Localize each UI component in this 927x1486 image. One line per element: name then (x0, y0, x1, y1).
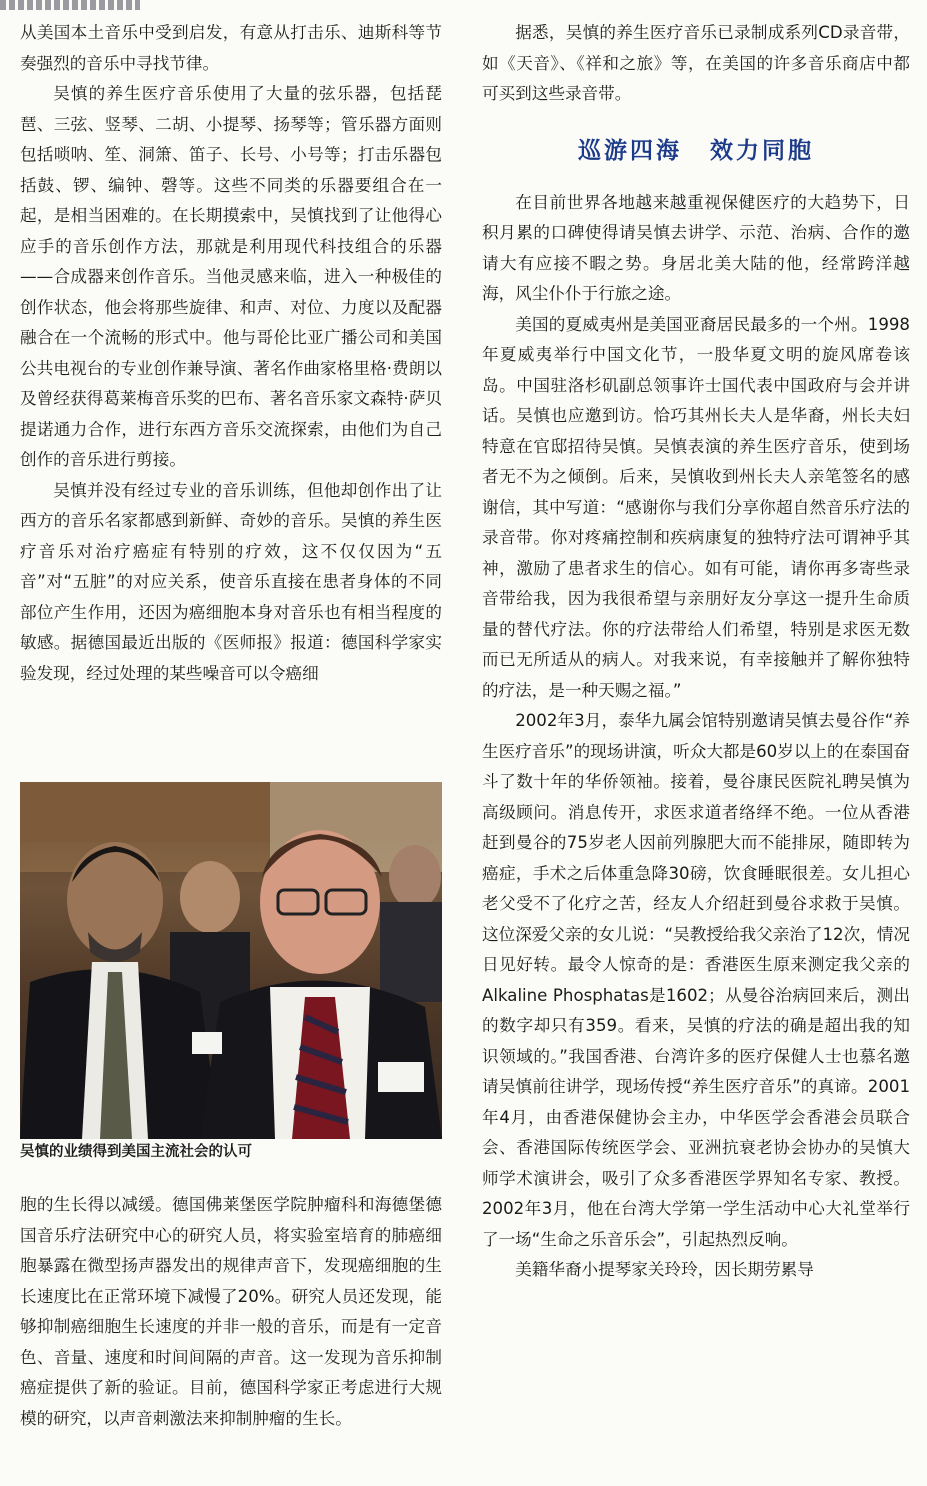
section-heading (482, 136, 910, 166)
event-photo (20, 782, 442, 1139)
left-column-bottom (20, 1190, 442, 1434)
paragraph: 据悉，吴慎的养生医疗音乐已录制成系列CD录音带，如《天音》、《祥和之旅》等，在美国的许多音乐商店中都可买到这些录音带。 (482, 23, 910, 103)
paragraph: 在目前世界各地越来越重视保健医疗的大趋势下，日积月累的口碑使得请吴慎去讲学、示范、治病、合作的邀请大有应接不暇之势。身居北美大陆的他，经常跨洋越海，风尘仆仆于行旅之途。 (482, 192, 910, 303)
right-column (482, 18, 910, 1286)
paragraph: 从美国本土音乐中受到启发，有意从打击乐、迪斯科等节奏强烈的音乐中寻找节律。 (20, 23, 442, 73)
paragraph: 美国的夏威夷州是美国亚裔居民最多的一个州。1998年夏威夷举行中国文化节，一股华夏文明的旋风席卷该岛。中国驻洛杉矶副总领事许士国代表中国政府与会并讲话。吴慎也应邀到访。恰巧其州长夫人是华裔，州长夫妇特意在官邸招待吴慎。吴慎表演的养生医疗音乐，使到场者无不为之倾倒。后来，吴慎收到州长夫人亲笔签名的感谢信，其中写道：“感谢你与我们分享你超自然音乐疗法的录音带。你对疼痛控制和疾病康复的独特疗法可谓神乎其神，激励了患者求生的信心。如有可能，请你再多寄些录音带给我，因为我很希望与亲朋好友分享这一提升生命质量的替代疗法。你的疗法带给人们希望，特别是求医无数而已无所适从的病人。对我来说，有幸接触并了解你独特的疗法，是一种天赐之福。” (482, 314, 910, 700)
paragraph: 胞的生长得以减缓。德国佛莱堡医学院肿瘤科和海德堡德国音乐疗法研究中心的研究人员，将实验室培育的肺癌细胞暴露在微型扬声器发出的规律声音下，发现癌细胞的生长速度比在正常环境下减慢了20%。研究人员还发现，能够抑制癌细胞生长速度的并非一般的音乐，而是有一定音色、音量、速度和时间间隔的声音。这一发现为音乐抑制癌症提供了新的验证。目前，德国科学家正考虑进行大规模的研究，以声音刺激法来抑制肿瘤的生长。 (20, 1195, 442, 1428)
right-column-main-text (482, 188, 910, 1286)
photo-caption: 吴慎的业绩得到美国主流社会的认可 (20, 1144, 252, 1160)
section-heading-part1: 巡游四海 (578, 137, 682, 164)
left-column-top (20, 18, 442, 689)
paragraph: 美籍华裔小提琴家关玲玲，因长期劳累导 (515, 1260, 814, 1279)
paragraph: 吴慎的养生医疗音乐使用了大量的弦乐器，包括琵琶、三弦、竖琴、二胡、小提琴、扬琴等；管乐器方面则包括唢呐、笙、洞箫、笛子、长号、小号等；打击乐器包括鼓、锣、编钟、磬等。这些不同类的乐器要组合在一起，是相当困难的。在长期摸索中，吴慎找到了让他得心应手的音乐创作方法，那就是利用现代科技组合的乐器——合成器来创作音乐。当他灵感来临，进入一种极佳的创作状态，他会将那些旋律、和声、对位、力度以及配器融合在一个流畅的形式中。他与哥伦比亚广播公司和美国公共电视台的专业创作兼导演、著名作曲家格里格·费朗以及曾经获得葛莱梅音乐奖的巴布、著名音乐家文森特·萨贝提诺通力合作，进行东西方音乐交流探索，由他们为自己创作的音乐进行剪接。 (20, 84, 442, 469)
right-column-top-text (482, 18, 910, 110)
section-heading-part2: 效力同胞 (710, 137, 814, 164)
photo-illustration (20, 782, 442, 1139)
paragraph: 2002年3月，泰华九属会馆特别邀请吴慎去曼谷作“养生医疗音乐”的现场讲演，听众大都是60岁以上的在泰国奋斗了数十年的华侨领袖。接着，曼谷康民医院礼聘吴慎为高级顾问。消息传开，求医求道者络绎不绝。一位从香港赶到曼谷的75岁老人因前列腺肥大而不能排尿，随即转为癌症，手术之后体重急降30磅，饮食睡眠很差。女儿担心老父受不了化疗之苦，经友人介绍赶到曼谷求救于吴慎。这位深爱父亲的女儿说：“吴教授给我父亲治了12次，情况日见好转。最令人惊奇的是：香港医生原来测定我父亲的Alkaline Phosphatas是1602；从曼谷治病回来后，测出的数字却只有359。看来，吴慎的疗法的确是超出我的知识领域的。”我国香港、台湾许多的医疗保健人士也慕名邀请吴慎前往讲学，现场传授“养生医疗音乐”的真谛。2001年4月，由香港保健协会主办，中华医学会香港会员联合会、香港国际传统医学会、亚洲抗衰老协会协办的吴慎大师学术演讲会，吸引了众多香港医学界知名专家、教授。2002年3月，他在台湾大学第一学生活动中心大礼堂举行了一场“生命之乐音乐会”，引起热烈反响。 (482, 711, 910, 1249)
paragraph: 吴慎并没有经过专业的音乐训练，但他却创作出了让西方的音乐名家都感到新鲜、奇妙的音乐。吴慎的养生医疗音乐对治疗癌症有特别的疗效，这不仅仅因为“五音”对“五脏”的对应关系，使音乐直接在患者身体的不同部位产生作用，还因为癌细胞本身对音乐也有相当程度的敏感。据德国最近出版的《医师报》报道：德国科学家实验发现，经过处理的某些噪音可以令癌细 (20, 480, 442, 683)
page-top-bar (0, 0, 140, 10)
